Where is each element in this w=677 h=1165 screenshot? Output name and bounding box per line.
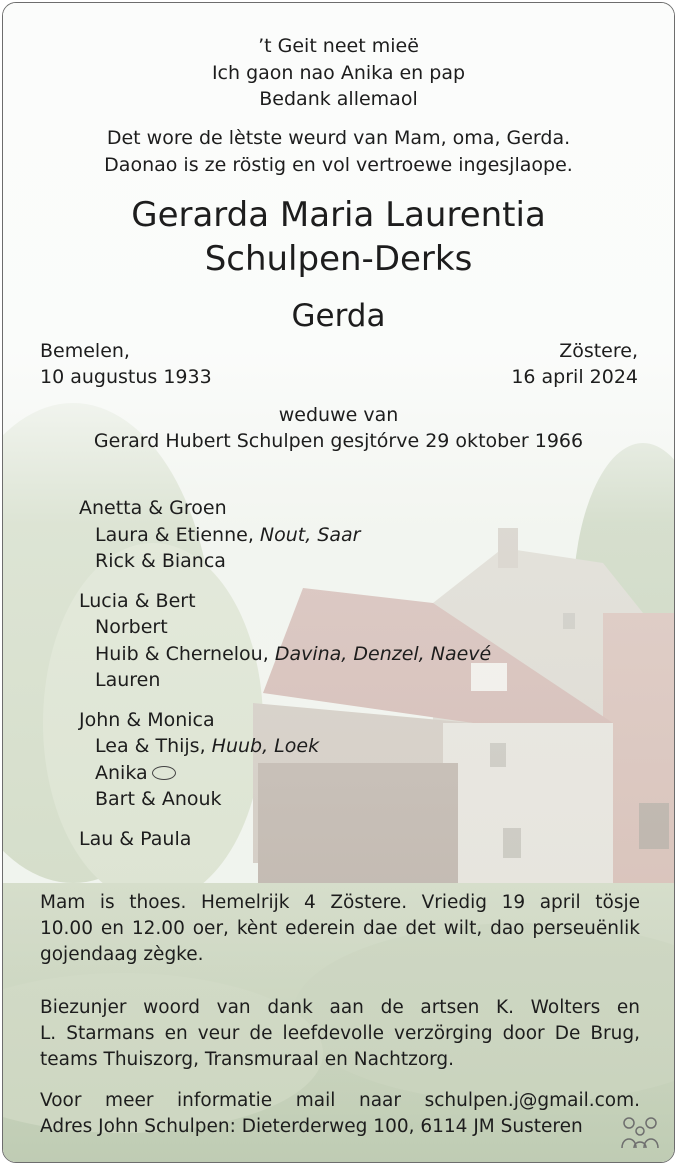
spouse-line: Gerard Hubert Schulpen gesjtórve 29 oktober 1966 xyxy=(93,430,584,452)
family-child: Anika xyxy=(79,760,491,787)
death-place: Zöstere, xyxy=(559,340,638,362)
family-child: Laura & Etienne, Nout, Saar xyxy=(95,523,361,546)
family-child: Bart & Anouk xyxy=(95,788,222,810)
family-parents: Lucia & Bert xyxy=(79,589,196,612)
family-child: Huib & Chernelou, Davina, Denzel, Naevé xyxy=(95,642,492,665)
poem-line: Bedank allemaol xyxy=(259,88,418,110)
deceased-nickname: Gerda xyxy=(291,298,386,334)
deceased-name: Gerarda Maria Laurentia xyxy=(131,195,546,235)
family-child: Lea & Thijs, Huub, Loek xyxy=(95,735,320,757)
family-child: Lauren xyxy=(95,669,161,691)
poem-line: ’t Geit neet mieë xyxy=(258,35,419,57)
candle-outline-icon xyxy=(152,766,176,780)
family-child: Norbert xyxy=(95,616,168,638)
poem-line: Ich gaon nao Anika en pap xyxy=(211,62,466,84)
intro-line: Det wore de lètste weurd van Mam, oma, Gerda. xyxy=(106,127,571,149)
intro-line: Daonao is ze röstig en vol vertroewe ingesjlaope. xyxy=(104,154,573,176)
contact-paragraph: Voor meer informatie mail naar schulpen.j@gmail.com. Adres John Schulpen: Dieterderweg 100, 6114 JM Susteren xyxy=(40,1090,640,1137)
death-date: 16 april 2024 xyxy=(511,366,638,388)
family-parents: Anetta & Groen xyxy=(79,497,227,519)
family-logo-icon xyxy=(620,1116,660,1150)
visitation-paragraph: Mam is thoes. Hemelrijk 4 Zöstere. Vriedig 19 april tösje 10.00 en 12.00 oer, kènt ederein dae det wilt, dao perseuënlik gojendaag zègke. xyxy=(40,892,640,965)
deceased-surname: Schulpen-Derks xyxy=(204,239,473,279)
widow-label: weduwe van xyxy=(278,404,399,426)
family-list xyxy=(79,495,491,852)
birth-place: Bemelen, xyxy=(40,340,130,362)
birth-date: 10 augustus 1933 xyxy=(40,366,212,388)
family-child: Rick & Bianca xyxy=(95,550,226,572)
obituary-card xyxy=(2,2,675,1163)
family-parents: John & Monica xyxy=(79,708,215,731)
family-parents: Lau & Paula xyxy=(79,827,192,850)
thanks-paragraph: Biezunjer woord van dank aan de artsen K. Wolters en L. Starmans en veur de leefdevolle verzörging door De Brug, teams Thuiszorg, Transmuraal en Nachtzorg. xyxy=(40,997,640,1070)
